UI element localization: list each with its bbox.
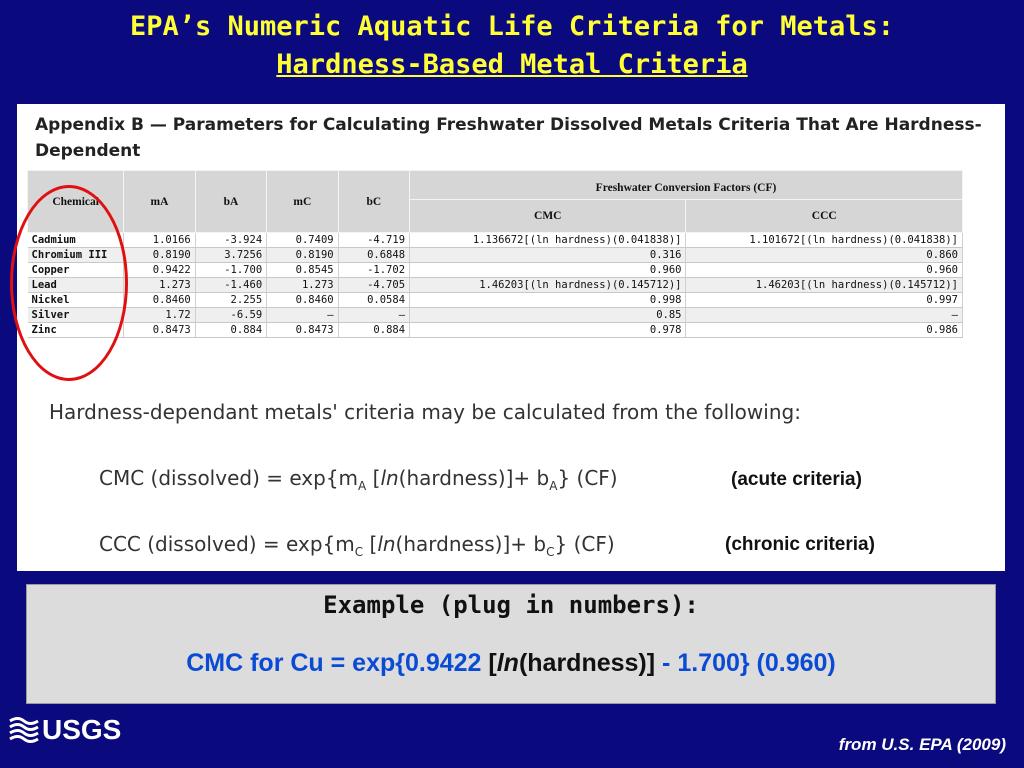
header-ma: mA <box>124 171 195 233</box>
example-part-5: 1.700} (0.960) <box>677 649 836 677</box>
cmc-formula-sub-b: A <box>549 479 558 493</box>
cell-cmc: 0.978 <box>410 323 686 338</box>
header-cmc: CMC <box>410 200 686 233</box>
cell-chemical: Lead <box>28 278 124 293</box>
criteria-panel <box>17 104 1005 571</box>
cell-chemical: Zinc <box>28 323 124 338</box>
cell-bc: 0.0584 <box>338 293 409 308</box>
cell-ba: -1.460 <box>195 278 266 293</box>
slide-title <box>0 8 1024 84</box>
cell-ccc: 0.860 <box>686 248 963 263</box>
cell-cmc: 0.960 <box>410 263 686 278</box>
table-row <box>28 278 963 293</box>
cell-ccc: — <box>686 308 963 323</box>
cell-ma: 0.8460 <box>124 293 195 308</box>
cell-chemical: Cadmium <box>28 233 124 248</box>
cell-bc: -1.702 <box>338 263 409 278</box>
example-part-3: (hardness)] <box>518 649 656 677</box>
cmc-formula-ln: ln <box>380 466 399 490</box>
cell-ba: 0.884 <box>195 323 266 338</box>
cell-cmc: 1.136672[(ln hardness)(0.041838)] <box>410 233 686 248</box>
cell-chemical: Nickel <box>28 293 124 308</box>
example-part-4: - <box>655 649 678 677</box>
cell-mc: 0.8460 <box>267 293 338 308</box>
cell-ccc: 1.101672[(ln hardness)(0.041838)] <box>686 233 963 248</box>
table-body <box>28 233 963 338</box>
cell-ba: -6.59 <box>195 308 266 323</box>
usgs-wave-icon <box>8 715 40 745</box>
cell-ba: -1.700 <box>195 263 266 278</box>
cell-ccc: 0.986 <box>686 323 963 338</box>
table-row <box>28 263 963 278</box>
source-citation: from U.S. EPA (2009) <box>838 735 1006 754</box>
cell-mc: 1.273 <box>267 278 338 293</box>
ccc-formula-mid1: [ <box>363 532 378 556</box>
cell-ma: 0.9422 <box>124 263 195 278</box>
cell-chemical: Chromium III <box>28 248 124 263</box>
cell-mc: 0.8545 <box>267 263 338 278</box>
header-chemical: Chemical <box>28 171 124 233</box>
cell-bc: 0.884 <box>338 323 409 338</box>
header-bc: bC <box>338 171 409 233</box>
cmc-formula-post: } (CF) <box>557 466 618 490</box>
cell-mc: 0.8473 <box>267 323 338 338</box>
header-cf-group: Freshwater Conversion Factors (CF) <box>410 171 963 200</box>
table-row <box>28 308 963 323</box>
cell-ma: 0.8473 <box>124 323 195 338</box>
chronic-criteria-label: (chronic criteria) <box>725 534 875 555</box>
cell-ccc: 1.46203[(ln hardness)(0.145712)] <box>686 278 963 293</box>
cell-mc: 0.8190 <box>267 248 338 263</box>
title-line-2: Hardness-Based Metal Criteria <box>276 49 748 80</box>
usgs-logo <box>8 714 121 746</box>
example-heading: Example (plug in numbers): <box>323 591 699 619</box>
header-ccc: CCC <box>686 200 963 233</box>
cell-ba: 3.7256 <box>195 248 266 263</box>
cell-ccc: 0.997 <box>686 293 963 308</box>
ccc-formula-pre: CCC (dissolved) = exp{m <box>99 532 355 556</box>
usgs-logo-text: USGS <box>42 714 122 745</box>
cell-bc: -4.719 <box>338 233 409 248</box>
cell-cmc: 1.46203[(ln hardness)(0.145712)] <box>410 278 686 293</box>
cell-ma: 1.0166 <box>124 233 195 248</box>
example-part-1: CMC for Cu = exp{0.9422 <box>186 649 489 677</box>
appendix-title: Appendix B — Parameters for Calculating Freshwater Dissolved Metals Criteria That Are Hardness-Dependent <box>35 115 982 161</box>
cell-ma: 1.72 <box>124 308 195 323</box>
cmc-formula-mid2: (hardness)]+ b <box>398 466 550 490</box>
metals-parameter-table <box>27 170 963 338</box>
acute-criteria-label: (acute criteria) <box>731 469 862 490</box>
example-ln: ln <box>496 649 519 677</box>
ccc-formula-post: } (CF) <box>554 532 615 556</box>
example-formula <box>27 649 995 678</box>
cell-bc: -4.705 <box>338 278 409 293</box>
cell-chemical: Silver <box>28 308 124 323</box>
ccc-formula-ln: ln <box>377 532 396 556</box>
cmc-formula-sub-m: A <box>358 479 367 493</box>
formula-intro: Hardness-dependant metals' criteria may be calculated from the following: <box>49 400 801 424</box>
table-row <box>28 293 963 308</box>
cell-bc: — <box>338 308 409 323</box>
cmc-formula <box>99 466 618 493</box>
cmc-formula-mid1: [ <box>366 466 381 490</box>
table-row <box>28 233 963 248</box>
cell-cmc: 0.998 <box>410 293 686 308</box>
cell-ma: 0.8190 <box>124 248 195 263</box>
highlight-oval <box>10 185 128 381</box>
cell-cmc: 0.316 <box>410 248 686 263</box>
example-box <box>26 584 996 704</box>
cell-ccc: 0.960 <box>686 263 963 278</box>
cell-ba: 2.255 <box>195 293 266 308</box>
header-mc: mC <box>267 171 338 233</box>
example-part-2: [ <box>488 649 497 677</box>
title-line-1: EPA’s Numeric Aquatic Life Criteria for Metals: <box>129 11 894 42</box>
cell-bc: 0.6848 <box>338 248 409 263</box>
cell-mc: 0.7409 <box>267 233 338 248</box>
cmc-formula-pre: CMC (dissolved) = exp{m <box>99 466 359 490</box>
ccc-formula-sub-m: C <box>354 545 364 559</box>
ccc-formula-mid2: (hardness)]+ b <box>395 532 547 556</box>
cell-cmc: 0.85 <box>410 308 686 323</box>
cell-mc: — <box>267 308 338 323</box>
header-ba: bA <box>195 171 266 233</box>
table-row <box>28 323 963 338</box>
cell-ma: 1.273 <box>124 278 195 293</box>
ccc-formula <box>99 532 615 559</box>
table-row <box>28 248 963 263</box>
cell-chemical: Copper <box>28 263 124 278</box>
ccc-formula-sub-b: C <box>546 545 555 559</box>
cell-ba: -3.924 <box>195 233 266 248</box>
